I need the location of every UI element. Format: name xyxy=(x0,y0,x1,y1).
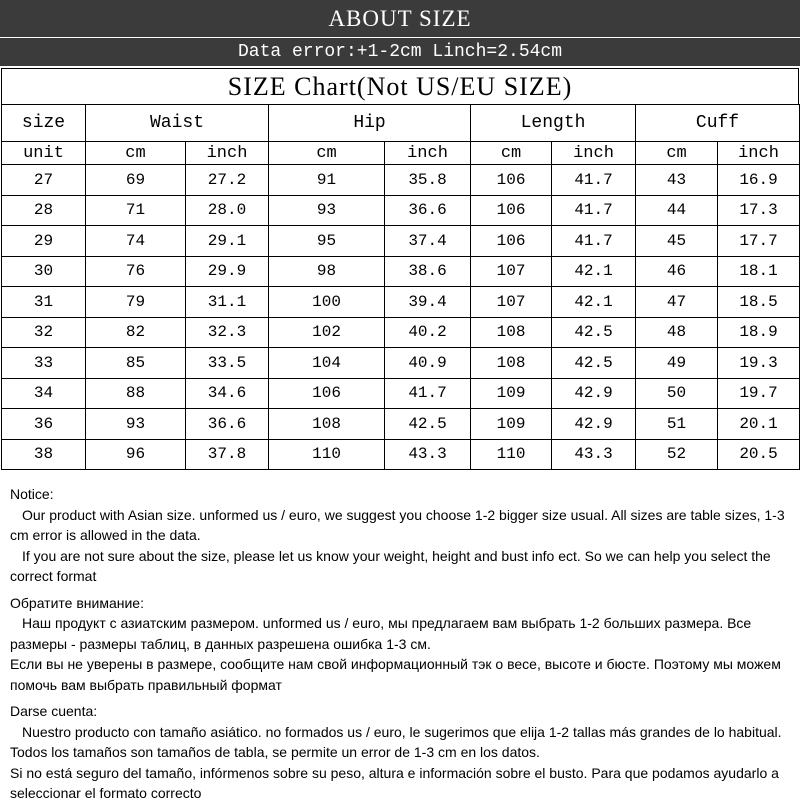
value-cell: 108 xyxy=(471,317,552,348)
size-chart-title: SIZE Chart(Not US/EU SIZE) xyxy=(1,68,799,105)
value-cell: 76 xyxy=(86,256,186,287)
value-cell: 41.7 xyxy=(552,226,636,257)
value-cell: 37.8 xyxy=(186,439,269,470)
value-cell: 29.1 xyxy=(186,226,269,257)
value-cell: 35.8 xyxy=(385,165,471,196)
value-cell: 108 xyxy=(269,409,385,440)
value-cell: 32.3 xyxy=(186,317,269,348)
value-cell: 42.5 xyxy=(385,409,471,440)
value-cell: 71 xyxy=(86,195,186,226)
value-cell: 50 xyxy=(636,378,718,409)
notice-text-en-1: Our product with Asian size. unformed us / euro, we suggest you choose 1-2 bigger size usual. All sizes are table sizes, 1-3 cm error is allowed in the data. xyxy=(10,506,785,543)
value-cell: 106 xyxy=(471,165,552,196)
value-cell: 33.5 xyxy=(186,348,269,379)
value-cell: 40.2 xyxy=(385,317,471,348)
value-cell: 36.6 xyxy=(186,409,269,440)
value-cell: 42.9 xyxy=(552,409,636,440)
header-size: size xyxy=(2,105,86,142)
value-cell: 109 xyxy=(471,409,552,440)
value-cell: 45 xyxy=(636,226,718,257)
table-row xyxy=(2,256,800,287)
size-cell: 31 xyxy=(2,287,86,318)
size-cell: 36 xyxy=(2,409,86,440)
value-cell: 43.3 xyxy=(385,439,471,470)
value-cell: 36.6 xyxy=(385,195,471,226)
value-cell: 96 xyxy=(86,439,186,470)
value-cell: 52 xyxy=(636,439,718,470)
size-cell: 28 xyxy=(2,195,86,226)
value-cell: 108 xyxy=(471,348,552,379)
value-cell: 107 xyxy=(471,287,552,318)
value-cell: 18.9 xyxy=(718,317,800,348)
notice-heading-en: Notice: xyxy=(10,486,54,502)
value-cell: 79 xyxy=(86,287,186,318)
value-cell: 20.1 xyxy=(718,409,800,440)
value-cell: 109 xyxy=(471,378,552,409)
value-cell: 20.5 xyxy=(718,439,800,470)
table-row xyxy=(2,226,800,257)
value-cell: 43 xyxy=(636,165,718,196)
unit-inch: inch xyxy=(385,142,471,165)
value-cell: 42.1 xyxy=(552,256,636,287)
header-length: Length xyxy=(471,105,636,142)
value-cell: 29.9 xyxy=(186,256,269,287)
unit-inch: inch xyxy=(552,142,636,165)
size-table xyxy=(1,104,800,470)
value-cell: 28.0 xyxy=(186,195,269,226)
about-size-title: ABOUT SIZE xyxy=(328,6,472,31)
value-cell: 69 xyxy=(86,165,186,196)
notice-heading-es: Darse cuenta: xyxy=(10,703,98,719)
notice-text-en-2: If you are not sure about the size, please let us know your weight, height and bust info ect. So we can help you select the correct format xyxy=(10,547,771,584)
data-error-text: Data error:+1-2cm Linch=2.54cm xyxy=(237,42,563,62)
value-cell: 42.9 xyxy=(552,378,636,409)
value-cell: 31.1 xyxy=(186,287,269,318)
table-row xyxy=(2,439,800,470)
value-cell: 41.7 xyxy=(552,165,636,196)
size-cell: 38 xyxy=(2,439,86,470)
value-cell: 106 xyxy=(471,195,552,226)
value-cell: 42.1 xyxy=(552,287,636,318)
value-cell: 41.7 xyxy=(552,195,636,226)
data-error-banner xyxy=(0,38,800,66)
value-cell: 95 xyxy=(269,226,385,257)
value-cell: 74 xyxy=(86,226,186,257)
size-cell: 30 xyxy=(2,256,86,287)
value-cell: 17.3 xyxy=(718,195,800,226)
value-cell: 48 xyxy=(636,317,718,348)
unit-cm: cm xyxy=(86,142,186,165)
value-cell: 102 xyxy=(269,317,385,348)
value-cell: 107 xyxy=(471,256,552,287)
unit-cm: cm xyxy=(471,142,552,165)
notice-heading-ru: Обратите внимание: xyxy=(10,594,144,611)
unit-cm: cm xyxy=(269,142,385,165)
value-cell: 85 xyxy=(86,348,186,379)
value-cell: 44 xyxy=(636,195,718,226)
value-cell: 88 xyxy=(86,378,186,409)
about-size-banner xyxy=(0,0,800,37)
value-cell: 43.3 xyxy=(552,439,636,470)
value-cell: 34.6 xyxy=(186,378,269,409)
value-cell: 110 xyxy=(269,439,385,470)
value-cell: 17.7 xyxy=(718,226,800,257)
table-row xyxy=(2,165,800,196)
table-header-row xyxy=(2,105,800,142)
value-cell: 19.3 xyxy=(718,348,800,379)
notice-text-es-2: Si no está seguro del tamaño, infórmenos sobre su peso, altura e información sobre el busto. Para que podamos ayudarlo a seleccionar el formato correcto xyxy=(10,764,779,801)
value-cell: 42.5 xyxy=(552,348,636,379)
value-cell: 27.2 xyxy=(186,165,269,196)
header-waist: Waist xyxy=(86,105,269,142)
value-cell: 104 xyxy=(269,348,385,379)
value-cell: 16.9 xyxy=(718,165,800,196)
value-cell: 19.7 xyxy=(718,378,800,409)
notes-section xyxy=(10,484,795,804)
value-cell: 18.5 xyxy=(718,287,800,318)
value-cell: 93 xyxy=(86,409,186,440)
value-cell: 46 xyxy=(636,256,718,287)
notice-text-ru-1: Наш продукт с азиатским размером. unformed us / euro, мы предлагаем вам выбрать 1-2 больших размера. Все размеры - размеры таблиц, в данных разрешена ошибка 1-3 см. xyxy=(10,615,752,652)
table-row xyxy=(2,409,800,440)
table-row xyxy=(2,348,800,379)
value-cell: 110 xyxy=(471,439,552,470)
table-row xyxy=(2,378,800,409)
value-cell: 47 xyxy=(636,287,718,318)
notice-text-es-1: Nuestro producto con tamaño asiático. no formados us / euro, le sugerimos que elija 1-2 tallas más grandes de lo habitual. Todos los tamaños son tamaños de tabla, se permite un error de 1-3 cm en los datos. xyxy=(10,723,782,760)
table-row xyxy=(2,287,800,318)
value-cell: 39.4 xyxy=(385,287,471,318)
value-cell: 51 xyxy=(636,409,718,440)
value-cell: 93 xyxy=(269,195,385,226)
value-cell: 106 xyxy=(471,226,552,257)
size-cell: 34 xyxy=(2,378,86,409)
unit-inch: inch xyxy=(186,142,269,165)
unit-inch: inch xyxy=(718,142,800,165)
header-hip: Hip xyxy=(269,105,471,142)
unit-cm: cm xyxy=(636,142,718,165)
table-row xyxy=(2,317,800,348)
value-cell: 106 xyxy=(269,378,385,409)
unit-row xyxy=(2,142,800,165)
value-cell: 18.1 xyxy=(718,256,800,287)
value-cell: 91 xyxy=(269,165,385,196)
value-cell: 42.5 xyxy=(552,317,636,348)
notice-text-ru-2: Если вы не уверены в размере, сообщите нам свой информационный тэк о весе, высоте и бюсте. Поэтому мы можем помочь вам выбрать правильный формат xyxy=(10,656,781,693)
table-row xyxy=(2,195,800,226)
value-cell: 37.4 xyxy=(385,226,471,257)
size-cell: 29 xyxy=(2,226,86,257)
size-cell: 33 xyxy=(2,348,86,379)
header-cuff: Cuff xyxy=(636,105,800,142)
size-cell: 32 xyxy=(2,317,86,348)
size-cell: 27 xyxy=(2,165,86,196)
value-cell: 49 xyxy=(636,348,718,379)
unit-label: unit xyxy=(2,142,86,165)
value-cell: 82 xyxy=(86,317,186,348)
value-cell: 40.9 xyxy=(385,348,471,379)
value-cell: 98 xyxy=(269,256,385,287)
value-cell: 38.6 xyxy=(385,256,471,287)
value-cell: 41.7 xyxy=(385,378,471,409)
value-cell: 100 xyxy=(269,287,385,318)
